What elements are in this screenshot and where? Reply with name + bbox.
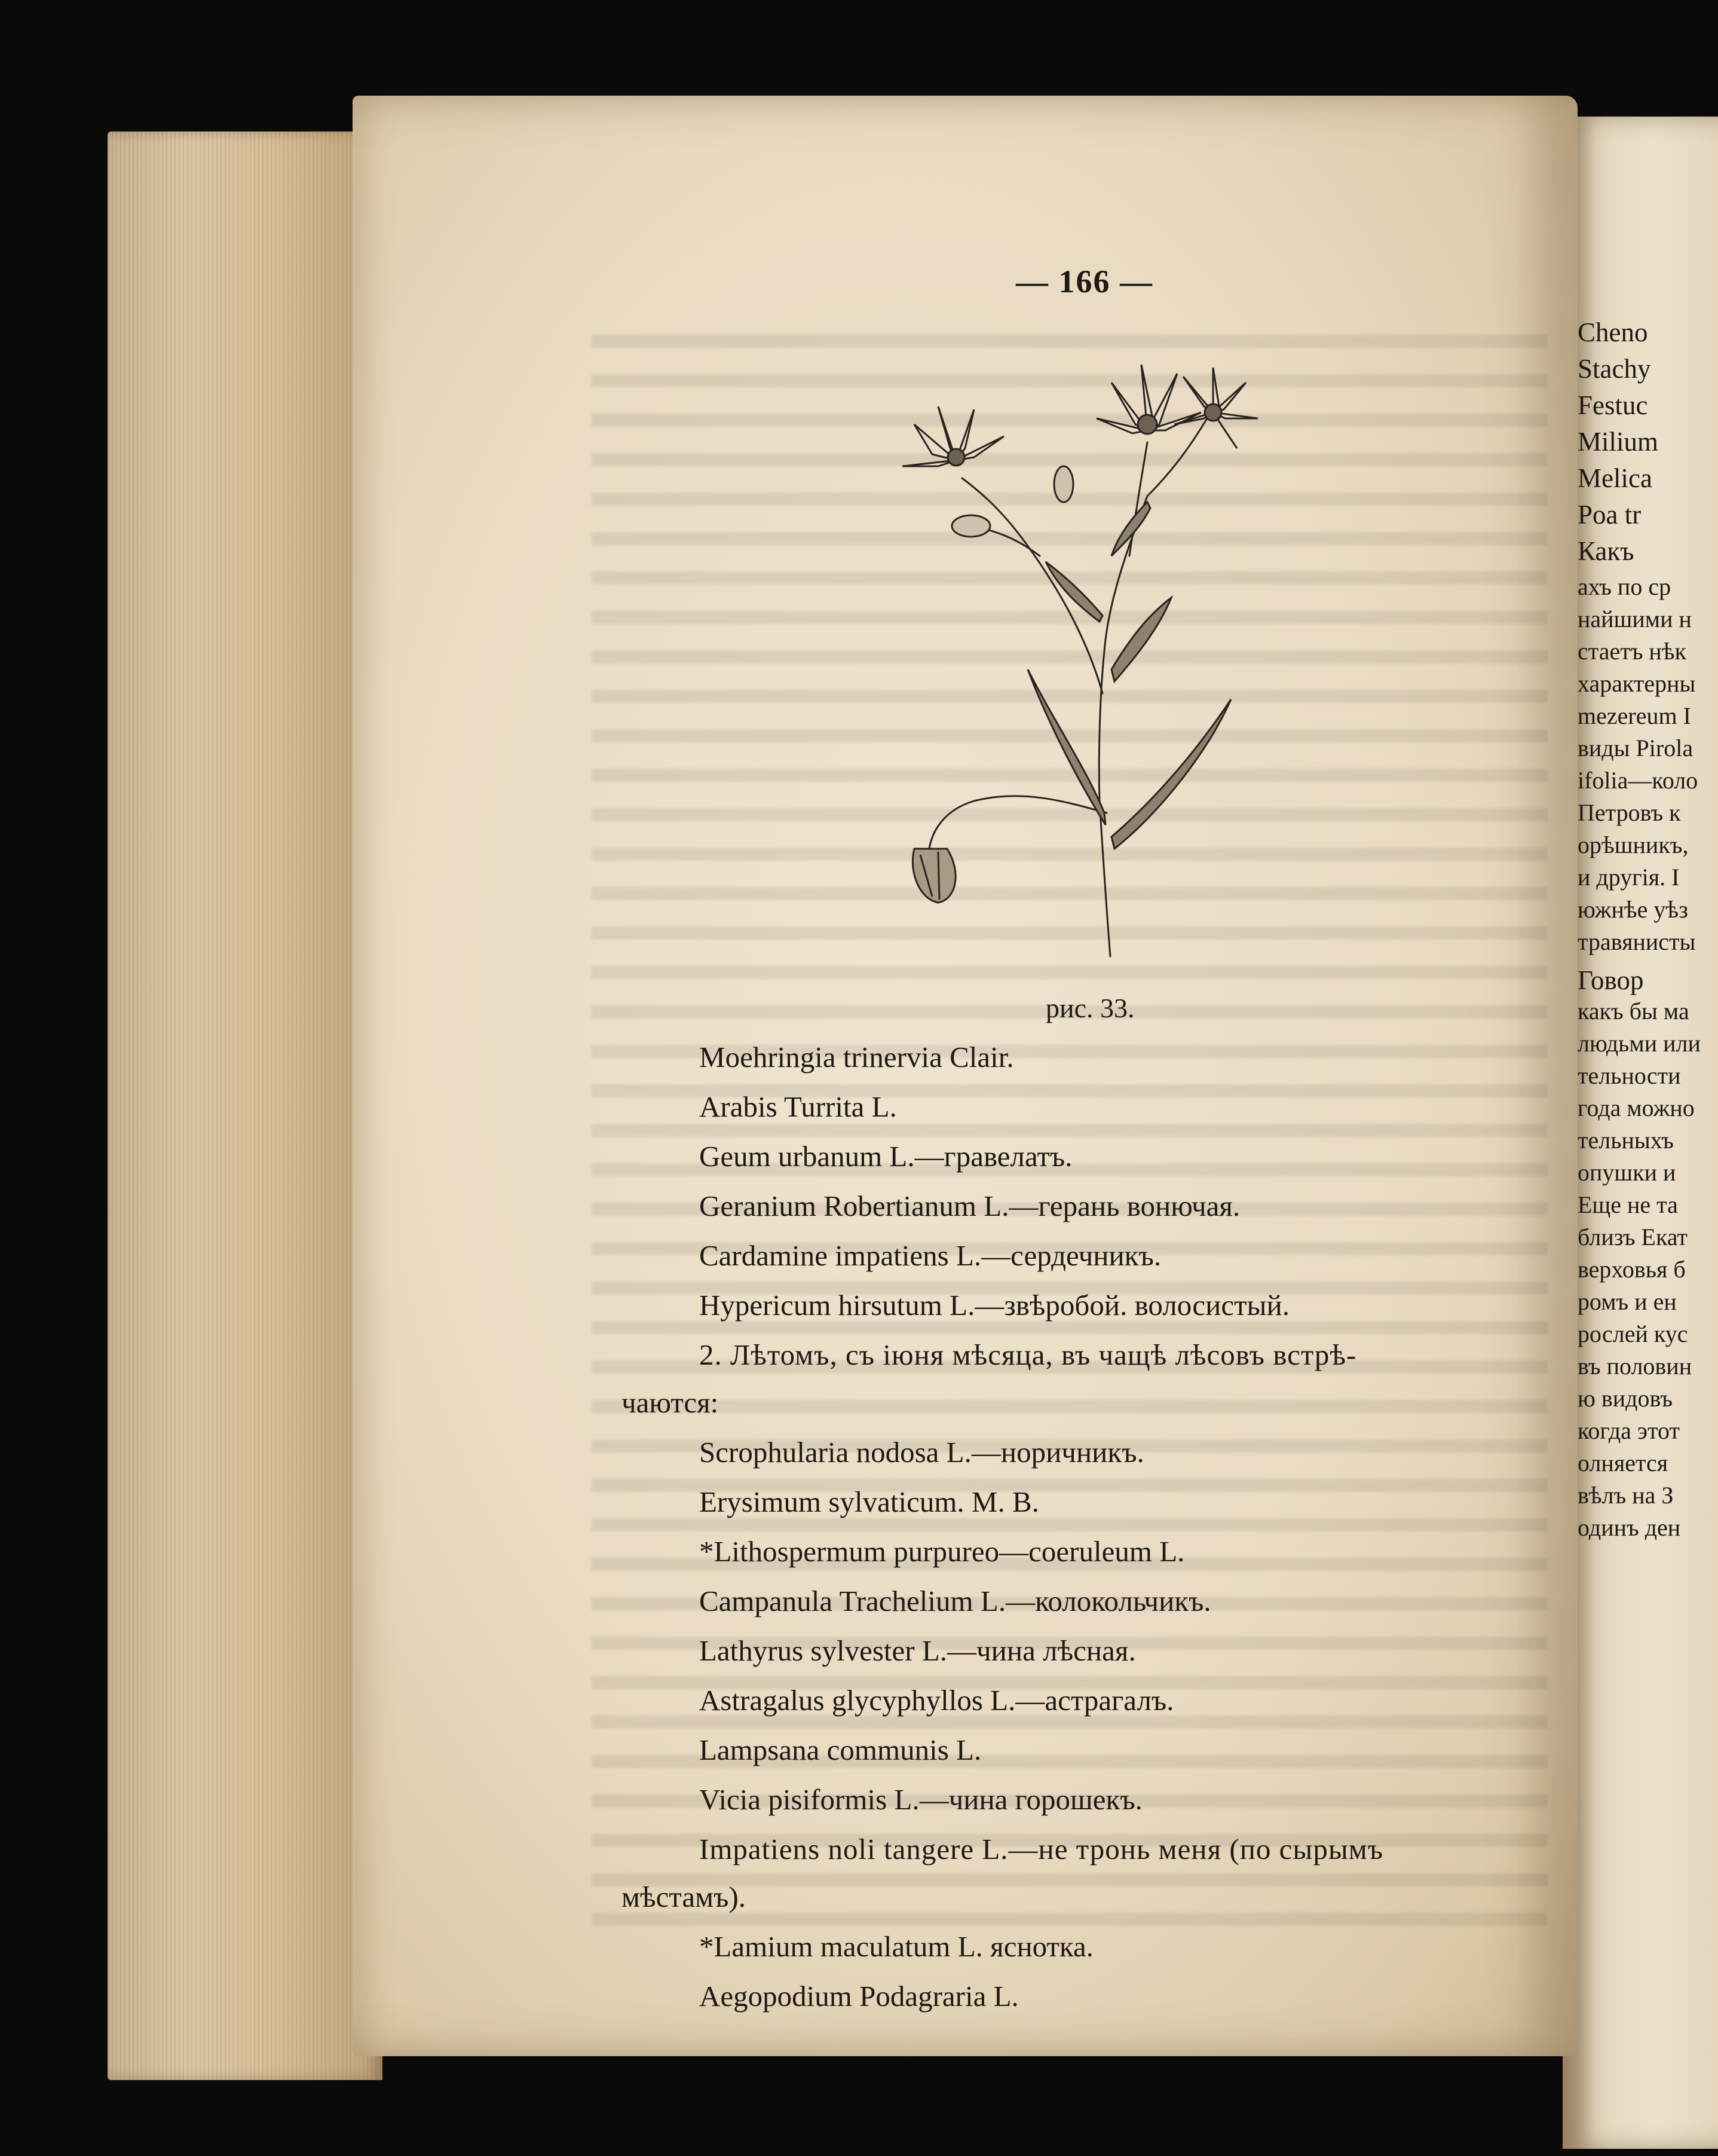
right-page-line: орѣшникъ,: [1578, 831, 1689, 858]
right-page-line: южнѣе уѣз: [1578, 896, 1688, 923]
right-page-line: Еще не та: [1578, 1191, 1678, 1218]
right-page-text: [1578, 317, 1701, 1582]
body-line: *Lithospermum purpureo—coeruleum L.: [699, 1535, 1185, 1568]
right-page-line: года можно: [1578, 1094, 1695, 1121]
body-line: мѣстамъ).: [621, 1880, 746, 1913]
right-page-line: виды Pirola: [1578, 735, 1693, 762]
right-page-line: вѣлъ на З: [1578, 1482, 1674, 1509]
body-line: Geum urbanum L.—гравелатъ.: [699, 1140, 1073, 1173]
body-line: Vicia pisiformis L.—чина горошекъ.: [699, 1783, 1143, 1816]
right-page-line: Какъ: [1578, 536, 1634, 566]
right-page-line: mezereum I: [1578, 702, 1691, 729]
body-line: Cardamine impatiens L.—сердечникъ.: [699, 1239, 1162, 1272]
right-page-line: какъ бы ма: [1578, 998, 1689, 1025]
right-page-line: когда этот: [1578, 1417, 1680, 1444]
body-line: Geranium Robertianum L.—герань вонючая.: [699, 1189, 1241, 1222]
right-page-line: Cheno: [1578, 317, 1648, 347]
right-page-line: тельности: [1578, 1062, 1681, 1089]
figure-caption: рис. 33.: [1046, 993, 1135, 1023]
right-page: [1563, 117, 1718, 2149]
right-page-line: рослей кус: [1578, 1320, 1688, 1347]
body-line: Erysimum sylvaticum. M. B.: [699, 1485, 1039, 1518]
right-page-line: Stachy: [1578, 354, 1651, 384]
right-page-line: и другiя. I: [1578, 864, 1680, 891]
right-page-line: ю видовъ: [1578, 1385, 1673, 1412]
body-line: *Lamium maculatum L. яснотка.: [699, 1930, 1094, 1963]
right-page-line: стаетъ нѣк: [1578, 638, 1686, 665]
right-page-line: характерны: [1578, 670, 1696, 697]
right-page-line: ромъ и ен: [1578, 1288, 1677, 1315]
body-line: Lathyrus sylvester L.—чина лѣсная.: [699, 1634, 1136, 1667]
right-page-line: ахъ по ср: [1578, 573, 1671, 600]
right-page-line: ifolia—коло: [1578, 767, 1698, 794]
page-stack-edge: [108, 131, 382, 2080]
body-line: Hypericum hirsutum L.—звѣробой. волосистый.: [699, 1289, 1290, 1322]
right-page-line: травянисты: [1578, 928, 1696, 955]
right-page-line: опушки и: [1578, 1159, 1676, 1186]
body-line: Moehringia trinervia Clair.: [699, 1041, 1014, 1074]
body-line: Arabis Turrita L.: [699, 1090, 897, 1123]
right-page-line: одинъ ден: [1578, 1514, 1681, 1541]
page-number: — 166 —: [1016, 264, 1153, 299]
body-line: Aegopodium Podagraria L.: [699, 1980, 1019, 2013]
right-page-line: Melica: [1578, 463, 1652, 493]
body-line: 2. Лѣтомъ, съ iюня мѣсяца, въ чащѣ лѣсовъ встрѣ-: [699, 1338, 1357, 1371]
body-line: Impatiens noli tangere L.—не тронь меня (по сырымъ: [699, 1833, 1384, 1866]
right-page-line: Poa tr: [1578, 500, 1642, 530]
right-page-line: людьми или: [1578, 1030, 1701, 1057]
body-line: чаются:: [621, 1386, 719, 1419]
right-page-line: олняется: [1578, 1449, 1668, 1476]
right-page-line: найшими н: [1578, 605, 1692, 632]
body-line: Scrophularia nodosa L.—норичникъ.: [699, 1436, 1144, 1469]
body-line: Lampsana communis L.: [699, 1733, 982, 1766]
right-page-line: тельныхъ: [1578, 1127, 1674, 1154]
right-page-line: близъ Екат: [1578, 1224, 1688, 1250]
right-page-line: Festuc: [1578, 390, 1648, 420]
right-page-line: верховья б: [1578, 1256, 1686, 1283]
body-line: Campanula Trachelium L.—колокольчикъ.: [699, 1585, 1211, 1617]
body-line: Astragalus glycyphyllos L.—астрагалъ.: [699, 1684, 1174, 1717]
plant-illustration: [849, 359, 1315, 980]
right-page-line: Петровъ к: [1578, 799, 1681, 826]
right-page-line: Milium: [1578, 427, 1659, 457]
right-page-line: Говор: [1578, 965, 1644, 995]
right-page-line: въ половин: [1578, 1353, 1692, 1380]
